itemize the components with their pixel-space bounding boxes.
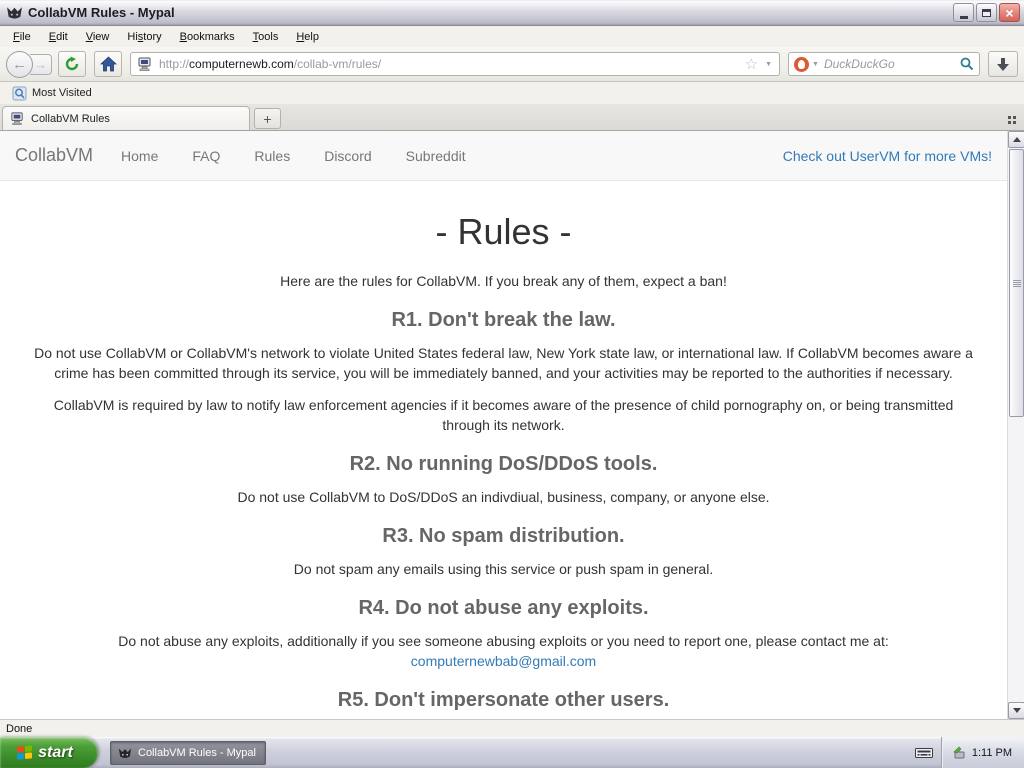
- menu-help[interactable]: Help: [296, 30, 319, 43]
- uservm-link[interactable]: Check out UserVM for more VMs!: [782, 147, 992, 164]
- vertical-scrollbar[interactable]: [1007, 131, 1024, 719]
- bookmark-most-visited[interactable]: [6, 84, 98, 103]
- menu-edit[interactable]: Edit: [48, 30, 68, 43]
- rule-paragraph: Do not abuse any exploits, additionally if you see someone abusing exploits or you need to report one, please contact me at:: [118, 633, 889, 649]
- start-label: start: [38, 743, 73, 761]
- bookmarks-bar: [0, 82, 1024, 104]
- nav-link-home[interactable]: Home: [121, 147, 159, 164]
- back-button[interactable]: [6, 51, 33, 78]
- nav-link-rules[interactable]: Rules: [254, 147, 291, 164]
- scroll-up-button[interactable]: [1008, 131, 1024, 148]
- new-tab-button[interactable]: [254, 108, 281, 129]
- close-icon: ×: [1005, 4, 1014, 21]
- windows-flag-icon: [17, 745, 32, 759]
- site-navbar: [0, 131, 1007, 181]
- rule-section-r2: [31, 453, 976, 507]
- rule-paragraph: Do not use CollabVM or CollabVM's network to violate United States federal law, New York state law, or international law. If CollabVM becomes aware a crime has been committed through its service, you will be immediately banned, and your activities may be reported to the authorities if necessary.: [34, 345, 973, 381]
- close-button[interactable]: [999, 3, 1020, 22]
- minimize-icon: [960, 16, 968, 19]
- nav-link-faq[interactable]: FAQ: [192, 147, 221, 164]
- status-text: Done: [6, 722, 33, 735]
- nav-link-discord[interactable]: Discord: [324, 147, 372, 164]
- forward-icon: →: [34, 56, 47, 72]
- list-all-tabs-icon[interactable]: [1008, 116, 1016, 124]
- search-box[interactable]: [788, 52, 980, 76]
- search-input[interactable]: [822, 57, 960, 71]
- forward-button[interactable]: [30, 54, 52, 75]
- taskbar-item-label: CollabVM Rules - Mypal: [138, 746, 256, 759]
- window-title: CollabVM Rules - Mypal: [28, 5, 175, 20]
- menu-bookmarks[interactable]: Bookmarks: [179, 30, 235, 43]
- url-dropdown-icon[interactable]: ▼: [765, 60, 772, 68]
- rule-heading: R2. No running DoS/DDoS tools.: [349, 453, 658, 475]
- rule-paragraph: Do not use CollabVM to DoS/DDoS an indivdiual, business, company, or anyone else.: [237, 489, 770, 505]
- rule-section-r3: [31, 525, 976, 579]
- nav-link-subreddit[interactable]: Subreddit: [405, 147, 466, 164]
- rule-section-r4: [31, 597, 976, 671]
- downloads-button[interactable]: [988, 51, 1018, 77]
- home-icon: [100, 56, 117, 72]
- tab-collabvm-rules[interactable]: [2, 106, 250, 130]
- scroll-down-button[interactable]: [1008, 702, 1024, 719]
- taskbar: [0, 737, 1024, 768]
- rule-heading: R5. Don't impersonate other users.: [337, 689, 670, 711]
- home-button[interactable]: [94, 51, 122, 77]
- rule-section-r5: [31, 689, 976, 711]
- reload-button[interactable]: [58, 51, 86, 77]
- title-bar: [0, 0, 1024, 26]
- rule-heading: R4. Do not abuse any exploits.: [358, 597, 649, 619]
- mypal-icon: [6, 4, 23, 21]
- back-icon: ←: [12, 55, 27, 73]
- url-input[interactable]: http://computernewb.com/collab-vm/rules/: [159, 57, 382, 71]
- most-visited-icon: [12, 86, 27, 101]
- keyboard-icon: [915, 747, 933, 759]
- clock: 1:11 PM: [971, 746, 1012, 759]
- site-favicon: [137, 56, 153, 72]
- tab-favicon: [10, 111, 25, 126]
- webpage: [0, 131, 1007, 719]
- scroll-up-icon: [1013, 137, 1021, 142]
- scrollbar-grip: [1013, 280, 1021, 287]
- restore-icon: [982, 9, 991, 17]
- rules-article: [31, 211, 976, 711]
- minimize-button[interactable]: [953, 3, 974, 22]
- system-tray: [941, 737, 1024, 768]
- site-brand[interactable]: CollabVM: [15, 145, 94, 165]
- bookmark-label: Most Visited: [32, 87, 92, 99]
- reload-icon: [64, 56, 80, 72]
- menu-bar: [0, 26, 1024, 47]
- rule-heading: R1. Don't break the law.: [391, 309, 616, 331]
- mypal-icon: [118, 746, 132, 760]
- navigation-toolbar: [0, 47, 1024, 82]
- status-bar: [0, 719, 1024, 737]
- page-title: - Rules -: [435, 211, 572, 252]
- browser-content: [0, 131, 1024, 719]
- url-bar[interactable]: [130, 52, 780, 76]
- duckduckgo-icon: [794, 57, 809, 72]
- email-link[interactable]: computernewbab@gmail.com: [410, 653, 597, 669]
- restore-button[interactable]: [976, 3, 997, 22]
- scroll-down-icon: [1013, 708, 1021, 713]
- safely-remove-hardware-icon[interactable]: [952, 746, 966, 760]
- tab-title: CollabVM Rules: [31, 112, 110, 125]
- menu-history[interactable]: History: [127, 30, 162, 43]
- search-engine-dropdown-icon[interactable]: ▼: [812, 60, 819, 68]
- bookmark-star-icon[interactable]: ☆: [744, 56, 759, 73]
- menu-file[interactable]: File: [13, 30, 31, 43]
- menu-tools[interactable]: Tools: [252, 30, 279, 43]
- plus-icon: +: [263, 110, 272, 127]
- rule-heading: R3. No spam distribution.: [382, 525, 625, 547]
- scrollbar-thumb[interactable]: [1009, 149, 1024, 417]
- rule-section-r1: [31, 309, 976, 435]
- start-button[interactable]: [0, 737, 98, 768]
- intro-text: Here are the rules for CollabVM. If you break any of them, expect a ban!: [280, 273, 727, 289]
- search-icon[interactable]: [960, 57, 974, 71]
- tab-bar: [0, 104, 1024, 131]
- download-icon: [996, 57, 1010, 72]
- menu-view[interactable]: View: [85, 30, 110, 43]
- keyboard-layout-button[interactable]: [915, 747, 933, 759]
- taskbar-item-mypal[interactable]: [110, 741, 266, 765]
- rule-paragraph: Do not spam any emails using this service or push spam in general.: [293, 561, 714, 577]
- rule-paragraph: CollabVM is required by law to notify law enforcement agencies if it becomes aware of the presence of child pornography on, or being transmitted through its network.: [53, 397, 954, 433]
